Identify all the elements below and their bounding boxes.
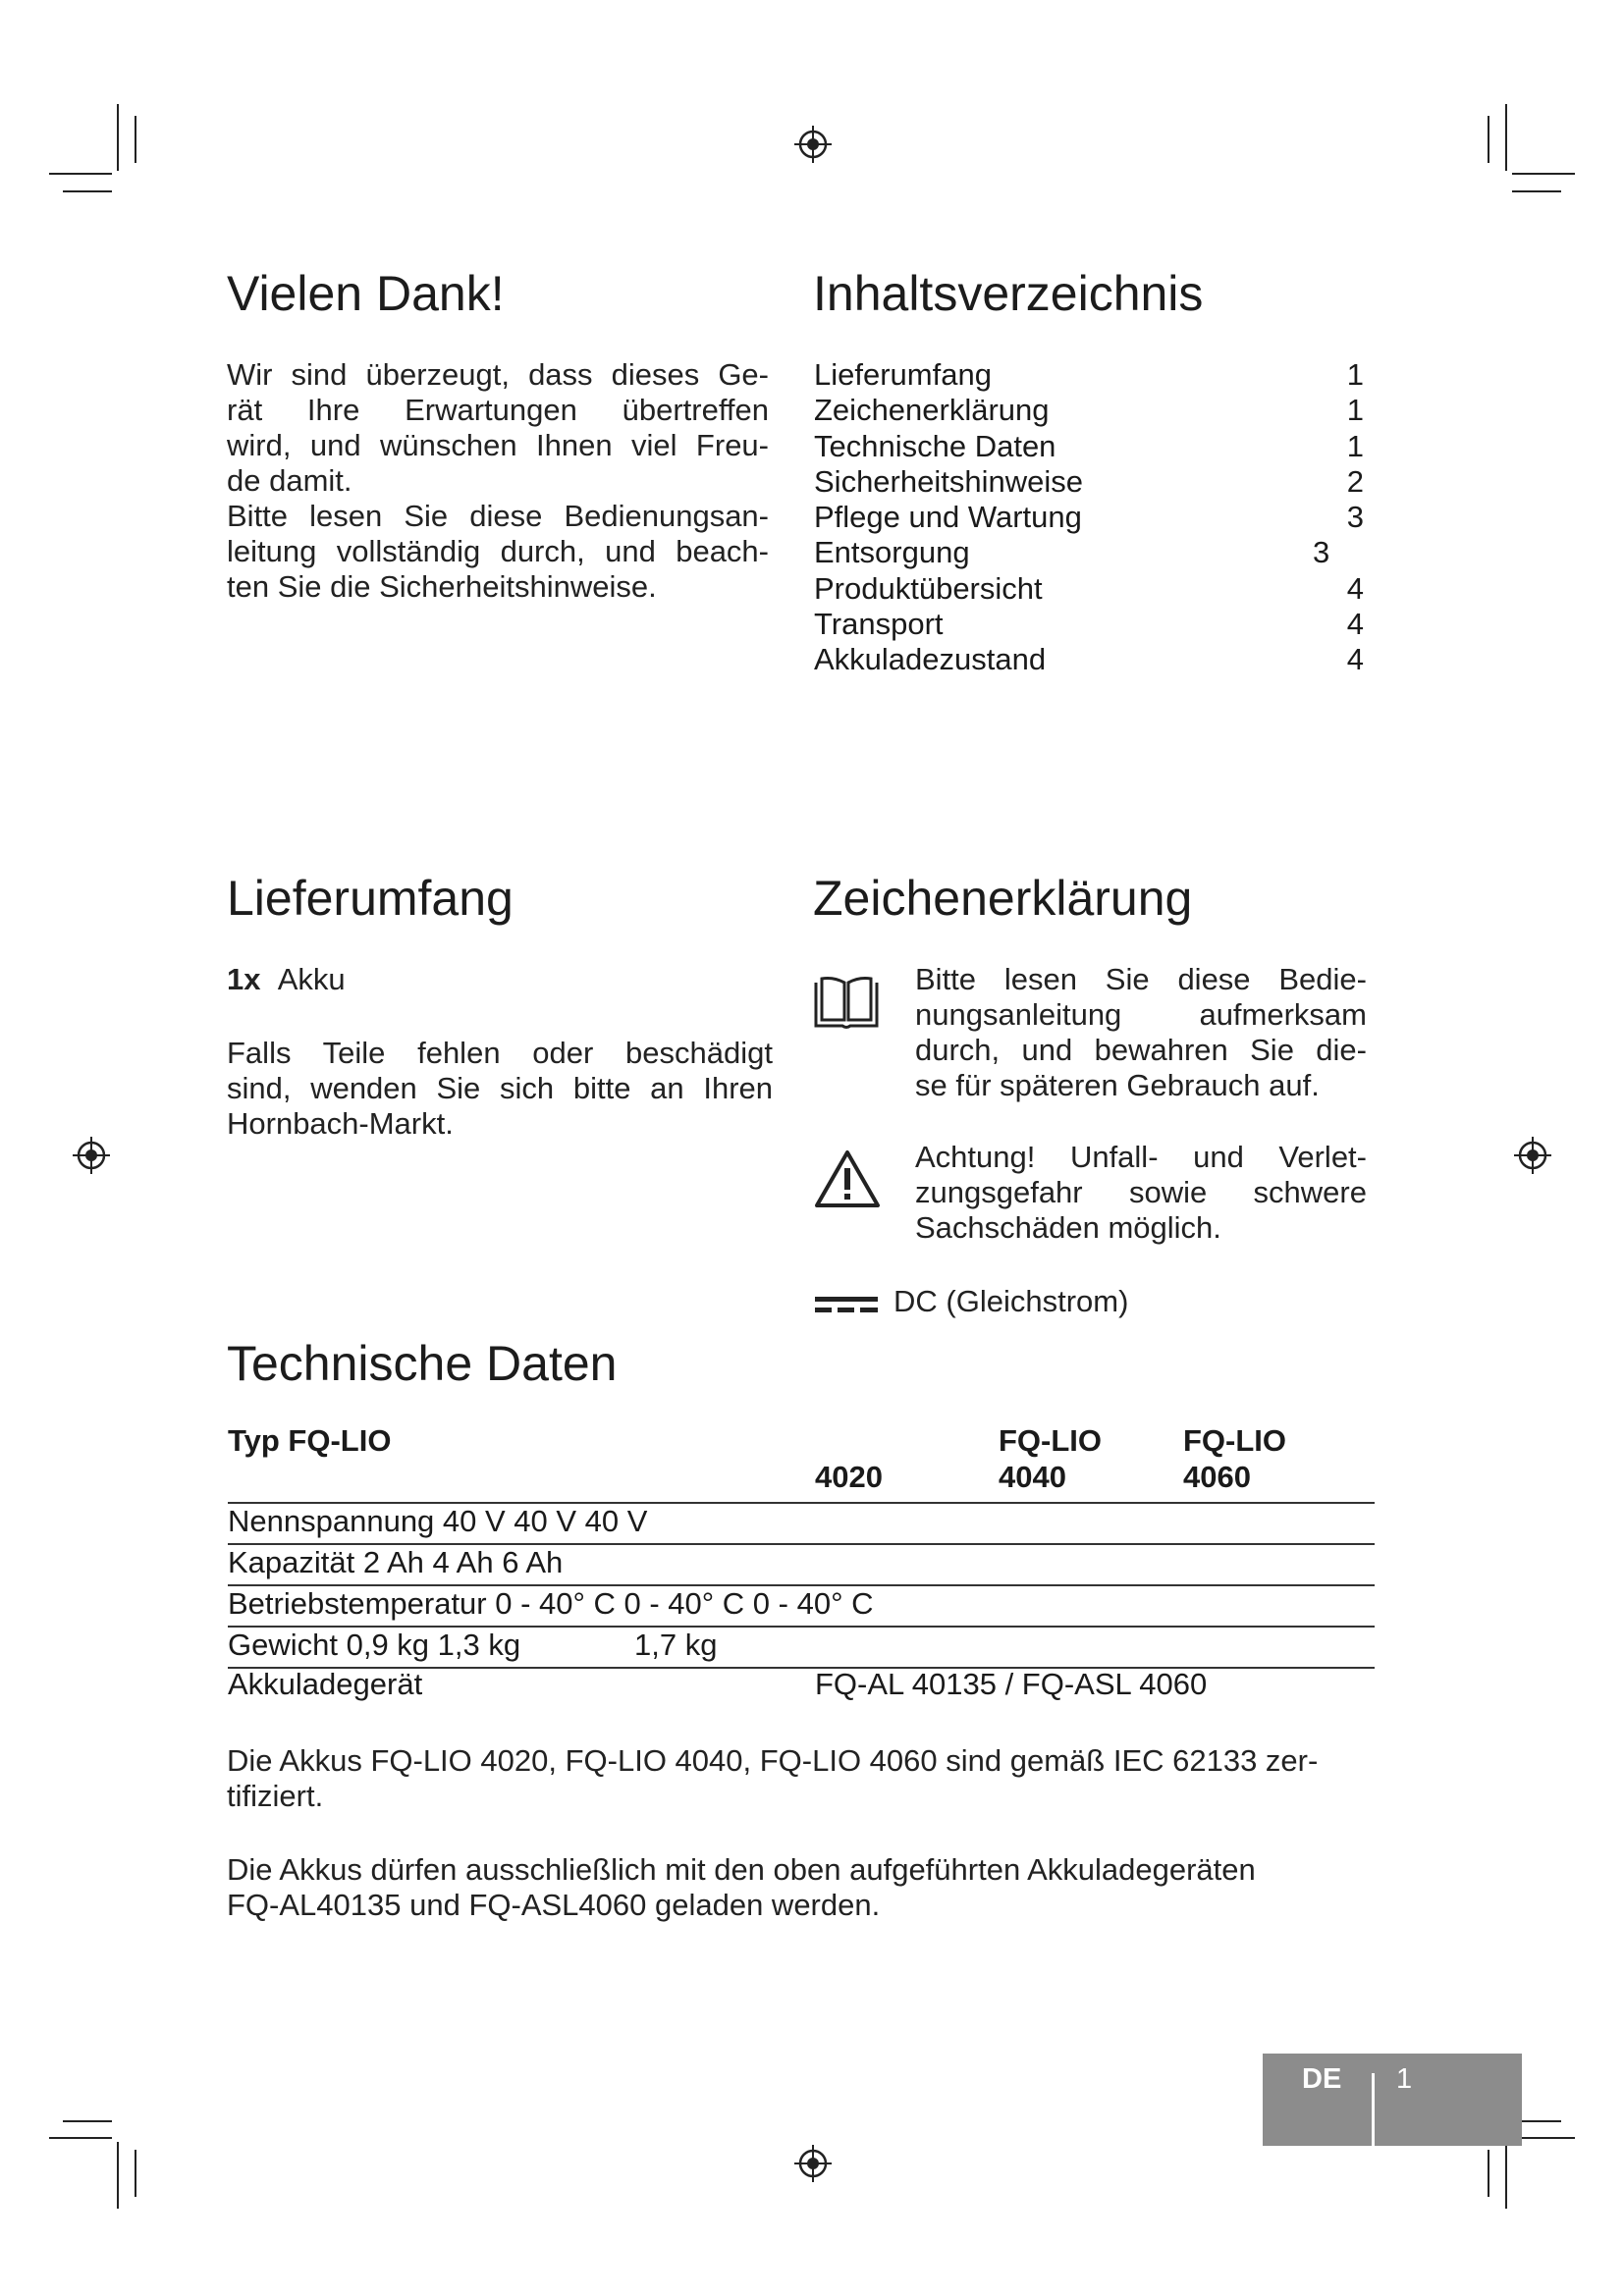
toc-item-label: Zeichenerklärung [814,393,1050,428]
toc-item-label: Sicherheitshinweise [814,463,1083,499]
toc-item-page: 4 [1346,607,1364,642]
registration-mark-icon [794,2145,832,2182]
tech-col-4040-top: FQ-LIO [999,1423,1103,1458]
thanks-heading: Vielen Dank! [227,266,505,321]
tech-col-4060-top: FQ-LIO [1183,1423,1287,1458]
text-line: leitung vollständig durch, und beach- [227,534,769,568]
registration-mark-icon [73,1137,110,1174]
text-line: Sachschäden möglich. [915,1210,1221,1245]
text-line: Achtung! Unfall- und Verlet- [915,1140,1367,1174]
toc-item[interactable] [814,357,1364,393]
charger-label: Akkuladegerät [228,1667,423,1701]
page-badge [1263,2054,1522,2146]
table-row: Betriebstemperatur 0 - 40° C 0 - 40° C 0 - 40° C [228,1586,874,1621]
toc-item[interactable] [814,642,1364,677]
tech-heading: Technische Daten [227,1336,618,1391]
text-line: se für späteren Gebrauch auf. [915,1068,1320,1102]
toc-item-label: Akkuladezustand [814,642,1047,677]
toc-item-page: 3 [1313,535,1330,570]
text-line: rät Ihre Erwartungen übertreffen [227,393,769,427]
text-line: FQ-AL40135 und FQ-ASL4060 geladen werden. [227,1888,881,1922]
dc-text: DC (Gleichstrom) [893,1284,1129,1318]
toc-item[interactable] [814,535,1364,570]
table-row: Nennspannung 40 V 40 V 40 V [228,1504,648,1538]
text-line: tifiziert. [227,1779,324,1813]
text-line: de damit. [227,463,352,498]
toc-heading: Inhaltsverzeichnis [813,266,1204,321]
text-line: Die Akkus FQ-LIO 4020, FQ-LIO 4040, FQ-LIO 4060 sind gemäß IEC 62133 zer- [227,1743,1319,1778]
text-line: Falls Teile fehlen oder beschädigt [227,1036,773,1070]
text-line: Wir sind überzeugt, dass dieses Ge- [227,357,769,392]
toc-item-label: Transport [814,607,944,642]
toc-item[interactable] [814,607,1364,642]
thanks-text [227,357,769,605]
toc-item[interactable] [814,393,1364,428]
toc-item-page: 1 [1346,357,1364,392]
table-row [228,1628,1375,1663]
toc-item-label: Entsorgung [814,535,970,570]
manual-text [915,962,1367,1103]
tech-col-4060: 4060 [1183,1460,1251,1494]
weight-values: Gewicht 0,9 kg 1,3 kg [228,1628,521,1662]
toc-item-page: 4 [1346,642,1364,677]
page-number: 1 [1396,2063,1413,2095]
delivery-missing-text [227,1036,773,1142]
book-icon [812,975,881,1034]
warning-text [915,1140,1367,1246]
table-row: Kapazität 2 Ah 4 Ah 6 Ah [228,1545,564,1579]
toc-item-label: Technische Daten [814,428,1056,463]
toc-item[interactable] [814,429,1364,464]
toc-item-label: Lieferumfang [814,357,992,392]
delivery-item-label: Akku [277,962,346,996]
delivery-qty: 1x [227,962,261,996]
delivery-item [227,962,346,997]
toc-item[interactable] [814,500,1364,535]
toc-list [814,357,1364,678]
weight-value-4060: 1,7 kg [634,1628,718,1662]
language-code: DE [1302,2063,1342,2095]
warning-icon [813,1148,882,1209]
dc-symbol-icon [815,1294,878,1315]
text-line: nungsanleitung aufmerksam [915,997,1367,1032]
toc-item-page: 3 [1346,500,1364,535]
text-line: Hornbach-Markt. [227,1106,454,1141]
toc-item-page: 4 [1346,570,1364,606]
toc-item-page: 1 [1346,393,1364,428]
text-line: zungsgefahr sowie schwere [915,1175,1367,1209]
toc-item[interactable] [814,464,1364,500]
tech-type-label: Typ FQ-LIO [228,1423,392,1458]
toc-item-page: 1 [1346,428,1364,463]
text-line: Bitte lesen Sie diese Bedie- [915,962,1367,996]
charge-text [227,1852,1376,1923]
text-line: Die Akkus dürfen ausschließlich mit den oben aufgeführten Akkuladegeräten [227,1852,1256,1887]
toc-item[interactable] [814,571,1364,607]
registration-mark-icon [1514,1137,1551,1174]
tech-col-4040: 4040 [999,1460,1066,1494]
symbols-heading: Zeichenerklärung [813,871,1193,926]
toc-item-label: Produktübersicht [814,570,1043,606]
toc-item-label: Pflege und Wartung [814,500,1082,535]
registration-mark-icon [794,126,832,163]
text-line: ten Sie die Sicherheitshinweise. [227,569,657,604]
tech-col-4020: 4020 [815,1460,883,1494]
cert-text [227,1743,1376,1814]
text-line: wird, und wünschen Ihnen viel Freu- [227,428,769,462]
table-row [228,1667,1375,1702]
text-line: durch, und bewahren Sie die- [915,1033,1367,1067]
charger-value: FQ-AL 40135 / FQ-ASL 4060 [815,1667,1208,1701]
badge-divider [1372,2073,1375,2146]
text-line: sind, wenden Sie sich bitte an Ihren [227,1071,773,1105]
toc-item-page: 2 [1346,463,1364,499]
text-line: Bitte lesen Sie diese Bedienungsan- [227,499,769,533]
delivery-heading: Lieferumfang [227,871,514,926]
